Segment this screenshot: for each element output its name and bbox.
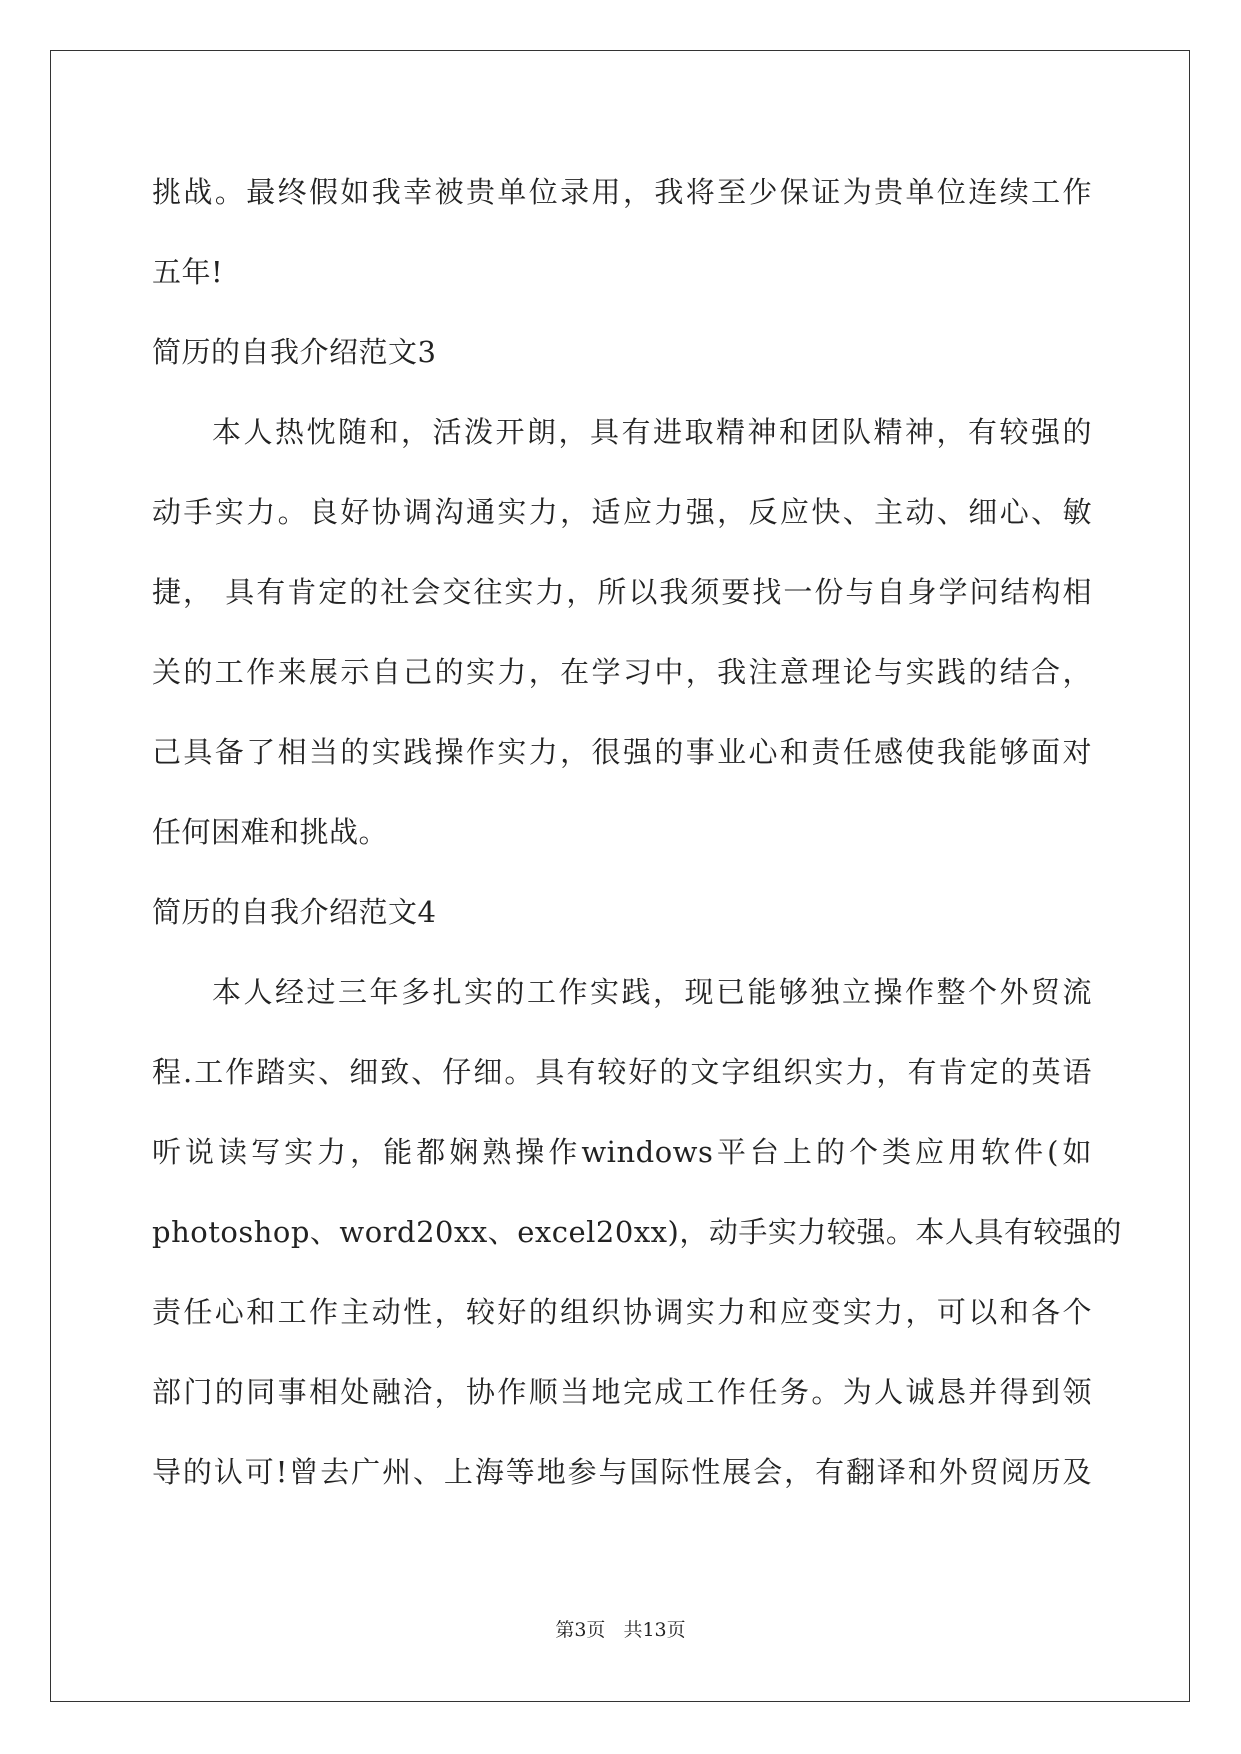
body-line: 本人经过三年多扎实的工作实践，现已能够独立操作整个外贸流 (212, 975, 1092, 1009)
body-line: 听说读写实力，能都娴熟操作windows平台上的个类应用软件(如 (152, 1135, 1092, 1169)
body-line: 动手实力。良好协调沟通实力，适应力强，反应快、主动、细心、敏 (152, 495, 1092, 529)
body-line: 关的工作来展示自己的实力，在学习中，我注意理论与实践的结合， (152, 655, 1092, 689)
body-line: 本人热忱随和，活泼开朗，具有进取精神和团队精神，有较强的 (212, 415, 1092, 449)
body-line: 捷， 具有肯定的社会交往实力，所以我须要找一份与自身学问结构相 (152, 575, 1092, 609)
body-line: 挑战。最终假如我幸被贵单位录用，我将至少保证为贵单位连续工作 (152, 175, 1092, 209)
section-heading: 简历的自我介绍范文3 (152, 335, 437, 369)
body-line: 导的认可!曾去广州、上海等地参与国际性展会，有翻译和外贸阅历及 (152, 1455, 1092, 1489)
body-line: 五年! (152, 255, 224, 289)
body-line: 己具备了相当的实践操作实力，很强的事业心和责任感使我能够面对 (152, 735, 1092, 769)
body-line: 部门的同事相处融洽，协作顺当地完成工作任务。为人诚恳并得到领 (152, 1375, 1092, 1409)
page-total: 共13页 (623, 1619, 686, 1641)
page-footer (0, 1617, 1241, 1643)
section-heading: 简历的自我介绍范文4 (152, 895, 437, 929)
body-line: 责任心和工作主动性，较好的组织协调实力和应变实力，可以和各个 (152, 1295, 1092, 1329)
body-line: 任何困难和挑战。 (152, 815, 389, 849)
body-line: photoshop、word20xx、excel20xx)，动手实力较强。本人具有较强的 (152, 1215, 1122, 1249)
body-line: 程.工作踏实、细致、仔细。具有较好的文字组织实力，有肯定的英语 (152, 1055, 1092, 1089)
page-number: 第3页 (555, 1619, 606, 1641)
